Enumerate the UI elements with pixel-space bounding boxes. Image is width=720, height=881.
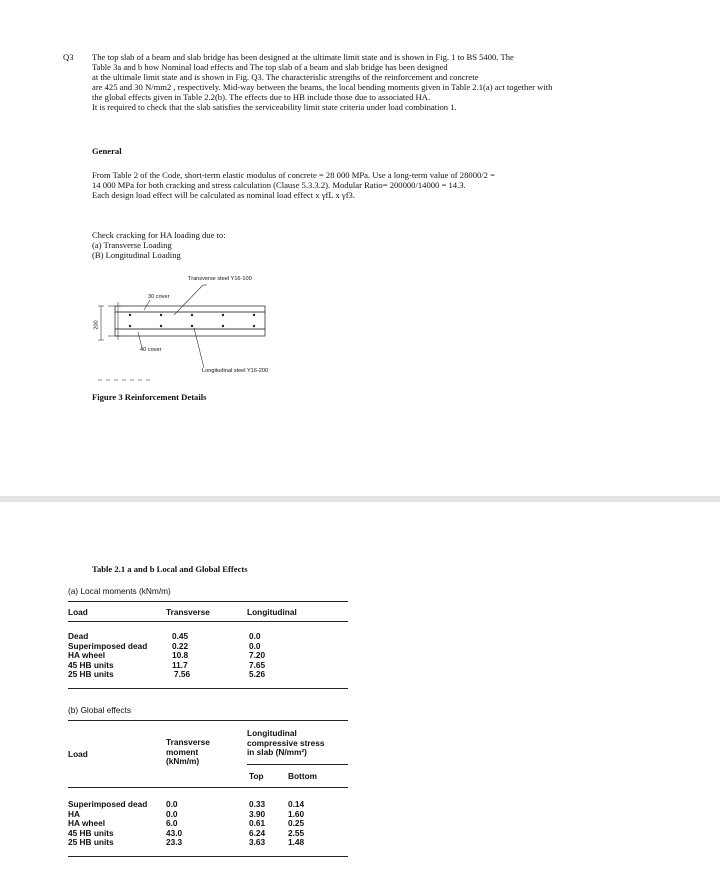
slab-section-drawing <box>90 270 300 385</box>
bottom-bar-dots <box>129 325 255 327</box>
question-line: at the ultimale limit state and is shown in Fig. Q3. The characterislic strengths of the reinforcement and concrete <box>92 72 479 82</box>
table-a-row-load: Dead <box>68 631 89 641</box>
table-b-row-load: HA wheel <box>68 818 106 829</box>
table-b-transverse-value: 43.0 <box>166 827 183 838</box>
depth-label: 200 <box>93 320 100 330</box>
table-a-longitudinal-column <box>249 632 265 680</box>
table-title: Table 2.1 a and b Local and Global Effects <box>92 564 248 574</box>
cover-top-leader <box>144 300 150 310</box>
table-a-longitudinal-value: 0.0 <box>249 631 261 641</box>
table-a-header-transverse: Transverse <box>166 607 210 617</box>
table-b-top-value: 3.90 <box>249 808 266 819</box>
figure-caption: Figure 3 Reinforcement Details <box>92 392 207 402</box>
check-line: (B) Longitudinal Loading <box>92 250 181 260</box>
table-a-transverse-value: 0.22 <box>172 640 189 651</box>
check-list <box>92 230 226 260</box>
question-line: are 425 and 30 N/mm2 , respectively. Mid-way between the beams, the local bending moments given in Table 2.1(a) act together with <box>92 82 553 92</box>
table-b-row-load: HA <box>68 808 80 819</box>
table-b-header-longitudinal-line: Longitudinal <box>247 728 297 738</box>
table-b-header-top: Top <box>249 771 264 781</box>
table-b-transverse-value: 23.3 <box>166 837 183 848</box>
longitudinal-steel-label: Longitudinal steel Y16-200 <box>202 368 269 374</box>
question-line: The top slab of a beam and slab bridge has been designed at the ultimate limit state and is shown in Fig. 1 to BS 5400. The <box>92 52 514 62</box>
table-b-bottom-rule <box>68 856 348 857</box>
table-a-row-load: Superimposed dead <box>68 640 148 651</box>
table-a-longitudinal-value: 5.26 <box>249 669 266 680</box>
reinforcement-figure <box>90 270 300 385</box>
table-a-bottom-rule <box>68 688 348 689</box>
table-a-transverse-value: 7.56 <box>174 669 191 680</box>
table-b-top-value: 0.33 <box>249 799 266 809</box>
table-b-top-value: 3.63 <box>249 837 266 848</box>
table-b-top-value: 0.61 <box>249 818 266 829</box>
table-b-bottom-value: 1.60 <box>288 808 305 819</box>
transverse-steel-label: Transverse steel Y16-100 <box>188 276 252 282</box>
table-b-header-longitudinal-line: compressive stress <box>247 737 325 748</box>
table-b-top-column <box>249 800 265 848</box>
table-b-header-transverse <box>166 738 210 767</box>
table-b-row-load: 45 HB units <box>68 827 114 838</box>
table-b-subheader-rule <box>247 764 348 765</box>
table-a-transverse-column <box>172 632 190 680</box>
table-a-transverse-value: 0.45 <box>172 631 189 641</box>
table-b-transverse-column <box>166 800 182 848</box>
table-b-header-bottom: Bottom <box>288 771 318 781</box>
table-b-bottom-value: 0.14 <box>288 799 305 809</box>
table-a-load-column <box>68 632 147 680</box>
question-line: the global effects given in Table 2.2(b). The effects due to HB include those due to associated HA. <box>92 92 431 102</box>
page-separator <box>0 496 720 502</box>
table-b-caption: (b) Global effects <box>68 705 132 715</box>
question-body <box>92 52 552 112</box>
table-a-header-load: Load <box>68 607 88 617</box>
table-b-bottom-value: 2.55 <box>288 827 305 838</box>
check-line: (a) Transverse Loading <box>92 240 172 250</box>
table-b-top-rule <box>68 720 348 721</box>
cover-top-label: 30 cover <box>148 294 170 300</box>
table-b-header-transverse-line: (kNm/m) <box>166 756 200 767</box>
longitudinal-leader <box>194 328 204 368</box>
question-number: Q3 <box>63 52 74 62</box>
table-a-longitudinal-value: 0.0 <box>249 640 261 651</box>
table-b-header-rule <box>68 787 348 788</box>
table-a-row-load: HA wheel <box>68 650 106 661</box>
transverse-leader <box>174 285 203 315</box>
table-a-caption: (a) Local moments (kNm/m) <box>68 586 171 596</box>
table-b-row-load: Superimposed dead <box>68 799 148 809</box>
table-a-header-longitudinal: Longitudinal <box>247 607 297 617</box>
table-a-longitudinal-value: 7.65 <box>249 659 266 670</box>
table-b-top-value: 6.24 <box>249 827 266 838</box>
table-b-bottom-value: 0.25 <box>288 818 305 829</box>
table-b-transverse-value: 6.0 <box>166 818 178 829</box>
table-b-header-transverse-line: moment <box>166 746 199 757</box>
table-a-row-load: 45 HB units <box>68 659 114 670</box>
general-line: From Table 2 of the Code, short-term elastic modulus of concrete = 28 000 MPa. Use a long-term value of 28000/2 = <box>92 170 495 180</box>
table-a-row-load: 25 HB units <box>68 669 114 680</box>
check-line: Check cracking for HA loading due to: <box>92 230 226 240</box>
table-b-transverse-value: 0.0 <box>166 799 178 809</box>
table-a-header-rule <box>68 621 348 622</box>
slab-outline <box>115 306 265 336</box>
general-line: 14 000 MPa for both cracking and stress calculation (Clause 5.3.3.2). Modular Ratio= 200000/14000 = 14.3. <box>92 180 466 190</box>
table-b-bottom-column <box>288 800 304 848</box>
table-b-header-longitudinal <box>247 729 325 758</box>
table-b-bottom-value: 1.48 <box>288 837 305 848</box>
question-line: Table 3a and b how Nominal load effects and The top slab of a beam and slab bridge has been designed <box>92 62 448 72</box>
question-line: It is required to check that the slab satisfies the serviceability limit state criteria under load combination 1. <box>92 102 457 112</box>
table-a-transverse-value: 10.8 <box>172 650 189 661</box>
cover-bottom-leader <box>138 332 142 348</box>
table-b-header-load: Load <box>68 749 88 759</box>
general-body <box>92 170 495 200</box>
table-a-top-rule <box>68 601 348 602</box>
top-bar-dots <box>129 314 255 316</box>
table-b-row-load: 25 HB units <box>68 837 114 848</box>
table-a-transverse-value: 11.7 <box>172 659 188 670</box>
table-b-header-transverse-line: Transverse <box>166 737 210 747</box>
table-b-header-longitudinal-line: in slab (N/mm²) <box>247 747 307 758</box>
general-line: Each design load effect will be calculated as nominal load effect x γfL x γf3. <box>92 190 355 200</box>
cover-bottom-label: 40 cover <box>140 347 162 353</box>
table-b-load-column <box>68 800 147 848</box>
table-b-transverse-value: 0.0 <box>166 808 178 819</box>
general-heading: General <box>92 146 122 156</box>
table-a-longitudinal-value: 7.20 <box>249 650 266 661</box>
